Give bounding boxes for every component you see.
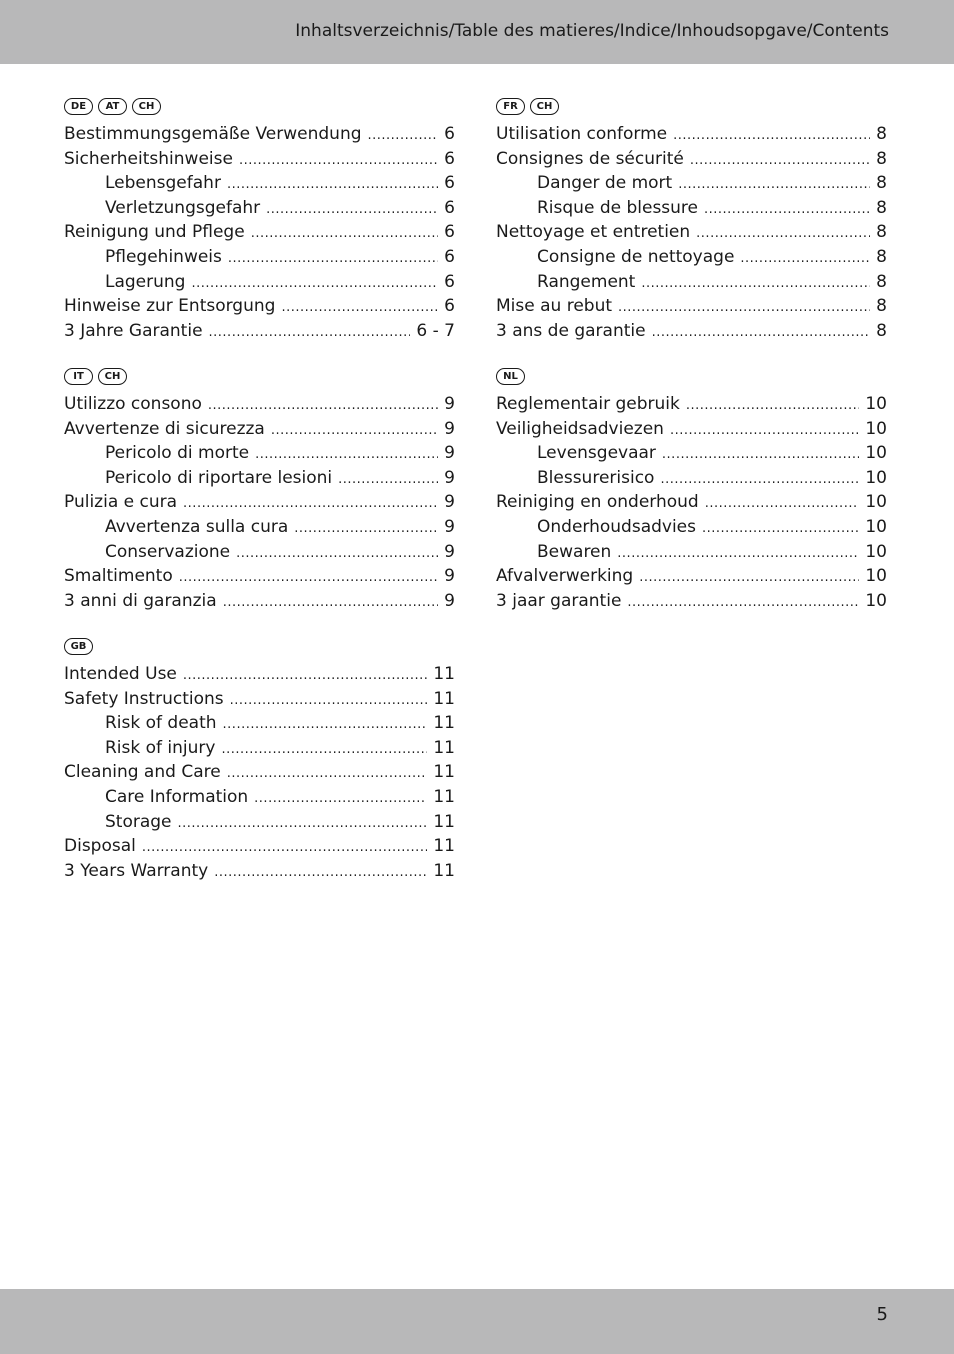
language-badge-nl: NL [496, 368, 525, 385]
toc-entry-page: 9 [444, 516, 455, 537]
toc-entry-page: 11 [433, 860, 455, 881]
toc-entry-page: 9 [444, 566, 455, 587]
toc-subentry[interactable] [496, 173, 887, 198]
toc-section-nl [496, 365, 887, 615]
toc-leader-dots [178, 816, 428, 831]
toc-entry-page: 11 [433, 786, 455, 807]
toc-entry-page: 9 [444, 541, 455, 562]
toc-entry[interactable] [496, 296, 887, 321]
toc-entry-title: Storage [105, 811, 172, 832]
toc-entry[interactable] [496, 591, 887, 616]
toc-entry-page: 8 [876, 173, 887, 194]
toc-entry[interactable] [496, 419, 887, 444]
toc-entry-page: 6 [444, 124, 455, 144]
toc-entry-title: Blessurerisico [537, 467, 655, 488]
toc-subentry[interactable] [496, 198, 887, 223]
toc-entry-page: 11 [433, 688, 455, 709]
toc-entry-title: Nettoyage et entretien [496, 222, 691, 243]
toc-leader-dots [618, 300, 870, 315]
toc-entry[interactable] [64, 296, 455, 321]
toc-entry-page: 8 [876, 296, 887, 317]
toc-subentry[interactable] [64, 247, 455, 272]
toc-leader-dots [221, 742, 427, 757]
toc-subentry[interactable] [64, 443, 455, 468]
toc-entry[interactable] [496, 566, 887, 591]
toc-entry-page: 9 [444, 394, 455, 414]
toc-section-de [64, 95, 455, 345]
toc-entry-page: 10 [865, 566, 887, 587]
toc-entry-title: Reiniging en onderhoud [496, 492, 699, 513]
toc-entry-title: Bestimmungsgemäße Verwendung [64, 124, 362, 144]
toc-entry-title: Care Information [105, 786, 249, 807]
toc-section-fr [496, 95, 887, 345]
toc-entry-title: 3 Jahre Garantie [64, 320, 203, 341]
toc-leader-dots [641, 276, 870, 291]
toc-entry-page: 6 [444, 197, 455, 218]
toc-entry[interactable] [64, 689, 455, 714]
toc-leader-dots [183, 668, 427, 683]
toc-entry-page: 9 [444, 492, 455, 513]
toc-leader-dots [617, 546, 859, 561]
toc-entry[interactable] [496, 492, 887, 517]
toc-entry-page: 8 [876, 271, 887, 292]
toc-subentry[interactable] [496, 443, 887, 468]
toc-entry-title: Levensgevaar [537, 443, 656, 464]
toc-entry-page: 9 [444, 590, 455, 611]
toc-entry-page: 11 [433, 737, 455, 758]
toc-entry[interactable] [64, 591, 455, 616]
toc-entry[interactable] [64, 492, 455, 517]
toc-entry-page: 6 [444, 173, 455, 194]
toc-subentry[interactable] [64, 517, 455, 542]
toc-entry-title: Pflegehinweis [105, 246, 222, 267]
toc-leader-dots [254, 791, 427, 806]
toc-entry[interactable] [496, 394, 887, 419]
toc-entry-title: Disposal [64, 836, 136, 857]
language-badges [64, 95, 455, 117]
toc-subentry[interactable] [64, 468, 455, 493]
toc-leader-dots [705, 496, 860, 511]
toc-entry-title: Mise au rebut [496, 296, 613, 317]
toc-leader-dots [208, 398, 438, 413]
toc-leader-dots [236, 546, 438, 561]
toc-leader-dots [662, 447, 859, 462]
toc-entry-page: 8 [876, 222, 887, 243]
toc-entry-title: Sicherheitshinweise [64, 148, 233, 169]
toc-subentry[interactable] [64, 272, 455, 297]
language-badge-ch: CH [98, 368, 127, 385]
toc-leader-dots [209, 325, 411, 340]
toc-leader-dots [214, 865, 427, 880]
toc-entry-page: 8 [876, 124, 887, 144]
toc-leader-dots [740, 251, 870, 266]
toc-subentry[interactable] [496, 468, 887, 493]
language-badges [64, 635, 455, 657]
toc-entry[interactable] [64, 836, 455, 861]
toc-leader-dots [294, 521, 438, 536]
toc-entry-title: Utilizzo consono [64, 394, 202, 414]
toc-leader-dots [690, 153, 870, 168]
language-badge-at: AT [98, 98, 127, 115]
toc-entry-title: Intended Use [64, 664, 177, 684]
toc-leader-dots [670, 423, 859, 438]
toc-entry-page: 10 [865, 467, 887, 488]
toc-entry[interactable] [64, 222, 455, 247]
toc-entry[interactable] [496, 321, 887, 346]
toc-entry[interactable] [64, 394, 455, 419]
toc-entry[interactable] [496, 222, 887, 247]
toc-leader-dots [678, 177, 870, 192]
toc-entry-page: 9 [444, 418, 455, 439]
header-bar [0, 0, 954, 64]
toc-entry-title: Lebensgefahr [105, 173, 221, 194]
toc-leader-dots [142, 840, 427, 855]
toc-subentry[interactable] [64, 542, 455, 567]
toc-subentry[interactable] [64, 173, 455, 198]
toc-entry-title: Consignes de sécurité [496, 148, 684, 169]
toc-leader-dots [227, 766, 428, 781]
toc-leader-dots [686, 398, 860, 413]
toc-entry-page: 10 [865, 443, 887, 464]
toc-leader-dots [228, 251, 438, 266]
toc-entry-page: 6 [444, 271, 455, 292]
toc-leader-dots [281, 300, 438, 315]
toc-leader-dots [223, 717, 428, 732]
toc-entry-page: 6 [444, 296, 455, 317]
toc-subentry[interactable] [64, 713, 455, 738]
toc-entry-page: 8 [876, 197, 887, 218]
language-badge-it: IT [64, 368, 93, 385]
toc-leader-dots [702, 521, 859, 536]
toc-entry-page: 11 [433, 836, 455, 857]
toc-entry-title: Risk of injury [105, 737, 216, 758]
toc-entry-page: 11 [433, 713, 455, 734]
page-number: 5 [876, 1304, 888, 1325]
language-badges [496, 365, 887, 387]
toc-entry-page: 10 [865, 590, 887, 611]
toc-entry-title: Conservazione [105, 541, 231, 562]
language-badge-gb: GB [64, 638, 93, 655]
toc-entry-title: 3 Years Warranty [64, 860, 209, 881]
footer-bar [0, 1289, 954, 1354]
toc-entry-title: Onderhoudsadvies [537, 516, 697, 537]
toc-entry-page: 6 [444, 148, 455, 169]
toc-subentry[interactable] [496, 272, 887, 297]
toc-entry-page: 10 [865, 418, 887, 439]
toc-leader-dots [704, 202, 870, 217]
toc-entry-page: 11 [433, 664, 455, 684]
toc-entry-page: 8 [876, 320, 887, 341]
toc-entry-title: Afvalverwerking [496, 566, 634, 587]
toc-leader-dots [338, 472, 438, 487]
toc-leader-dots [251, 226, 438, 241]
toc-entry-title: Veiligheidsadviezen [496, 418, 664, 439]
toc-entry[interactable] [64, 124, 455, 149]
language-badges [64, 365, 455, 387]
language-badge-ch: CH [132, 98, 161, 115]
toc-entry-title: 3 anni di garanzia [64, 590, 217, 611]
toc-subentry[interactable] [64, 738, 455, 763]
toc-entry-title: Reinigung und Pflege [64, 222, 245, 243]
toc-entry-title: Avvertenza sulla cura [105, 516, 289, 537]
toc-leader-dots [191, 276, 438, 291]
toc-entry[interactable] [64, 664, 455, 689]
toc-subentry[interactable] [496, 542, 887, 567]
toc-entry-title: Rangement [537, 271, 636, 292]
toc-leader-dots [696, 226, 870, 241]
toc-leader-dots [673, 128, 870, 143]
toc-entry-title: Smaltimento [64, 566, 173, 587]
toc-entry[interactable] [64, 321, 455, 346]
toc-leader-dots [255, 447, 438, 462]
toc-subentry[interactable] [496, 247, 887, 272]
toc-entry-title: Consigne de nettoyage [537, 246, 735, 267]
toc-leader-dots [179, 570, 438, 585]
toc-leader-dots [660, 472, 859, 487]
toc-leader-dots [639, 570, 859, 585]
toc-entry-page: 10 [865, 541, 887, 562]
toc-leader-dots [271, 423, 438, 438]
language-badge-de: DE [64, 98, 93, 115]
toc-entry-page: 6 [444, 246, 455, 267]
toc-entry-title: Lagerung [105, 271, 186, 292]
toc-entry[interactable] [64, 861, 455, 886]
toc-section-gb [64, 635, 455, 885]
toc-leader-dots [627, 595, 859, 610]
toc-subentry[interactable] [496, 517, 887, 542]
toc-entry[interactable] [64, 149, 455, 174]
toc-entry-title: Risque de blessure [537, 197, 699, 218]
toc-leader-dots [223, 595, 438, 610]
toc-leader-dots [368, 128, 439, 143]
toc-entry-title: Verletzungsgefahr [105, 197, 261, 218]
toc-entry-title: Avvertenze di sicurezza [64, 418, 265, 439]
toc-entry-title: 3 ans de garantie [496, 320, 646, 341]
toc-entry-title: Cleaning and Care [64, 762, 221, 783]
toc-leader-dots [230, 693, 428, 708]
toc-entry-page: 10 [865, 394, 887, 414]
language-badges [496, 95, 887, 117]
toc-entry[interactable] [64, 762, 455, 787]
toc-subentry[interactable] [64, 812, 455, 837]
toc-leader-dots [183, 496, 438, 511]
toc-entry[interactable] [496, 124, 887, 149]
toc-entry-title: Pericolo di morte [105, 443, 250, 464]
toc-entry-page: 11 [433, 811, 455, 832]
toc-entry-title: Safety Instructions [64, 688, 224, 709]
toc-entry-page: 8 [876, 148, 887, 169]
toc-entry[interactable] [64, 419, 455, 444]
toc-subentry[interactable] [64, 787, 455, 812]
language-badge-ch: CH [530, 98, 559, 115]
toc-entry-title: Pulizia e cura [64, 492, 178, 513]
toc-subentry[interactable] [64, 198, 455, 223]
toc-section-it [64, 365, 455, 615]
page-title: Inhaltsverzeichnis/Table des matieres/Indice/Inhoudsopgave/Contents [295, 21, 889, 41]
toc-leader-dots [266, 202, 438, 217]
toc-entry-title: Pericolo di riportare lesioni [105, 467, 333, 488]
toc-leader-dots [652, 325, 871, 340]
toc-leader-dots [227, 177, 438, 192]
toc-entry-page: 11 [433, 762, 455, 783]
toc-entry-page: 10 [865, 516, 887, 537]
toc-entry-page: 6 - 7 [416, 320, 455, 341]
toc-entry-title: Risk of death [105, 713, 217, 734]
toc-entry-title: Hinweise zur Entsorgung [64, 296, 276, 317]
toc-entry-title: 3 jaar garantie [496, 590, 622, 611]
language-badge-fr: FR [496, 98, 525, 115]
toc-entry-page: 9 [444, 443, 455, 464]
toc-entry-page: 10 [865, 492, 887, 513]
toc-entry-title: Danger de mort [537, 173, 673, 194]
toc-leader-dots [239, 153, 438, 168]
toc-entry-title: Reglementair gebruik [496, 394, 680, 414]
toc-entry-page: 6 [444, 222, 455, 243]
toc-entry-title: Utilisation conforme [496, 124, 668, 144]
toc-entry[interactable] [496, 149, 887, 174]
toc-entry-page: 9 [444, 467, 455, 488]
toc-entry-title: Bewaren [537, 541, 612, 562]
toc-entry-page: 8 [876, 246, 887, 267]
toc-entry[interactable] [64, 566, 455, 591]
